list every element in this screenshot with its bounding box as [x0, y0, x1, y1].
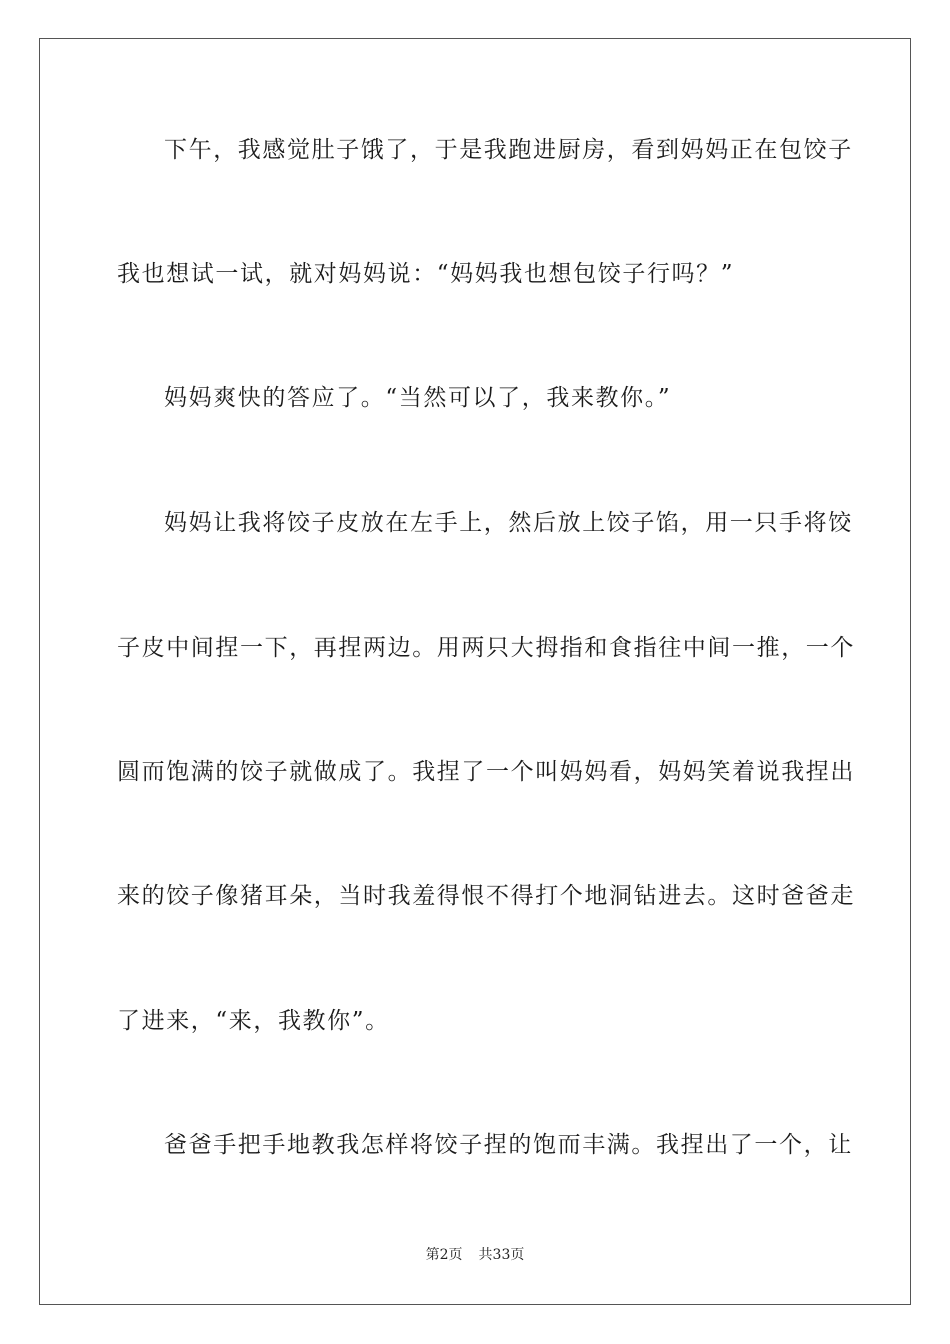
page-border — [39, 38, 911, 1305]
paragraph-3-line-3: 圆而饱满的饺子就做成了。我捏了一个叫妈妈看，妈妈笑着说我捏出 — [117, 759, 855, 785]
paragraph-3-line-4: 来的饺子像猪耳朵，当时我羞得恨不得打个地洞钻进去。这时爸爸走 — [117, 883, 855, 909]
paragraph-3-line-1: 妈妈让我将饺子皮放在左手上，然后放上饺子馅，用一只手将饺 — [164, 510, 853, 536]
total-pages: 共33页 — [478, 1247, 525, 1263]
paragraph-3-line-2: 子皮中间捏一下，再捏两边。用两只大拇指和食指往中间一推，一个 — [117, 635, 855, 661]
paragraph-1-line-1: 下午，我感觉肚子饿了，于是我跑进厨房，看到妈妈正在包饺子 — [164, 137, 853, 163]
paragraph-1-line-2: 我也想试一试，就对妈妈说：“妈妈我也想包饺子行吗？” — [117, 261, 735, 287]
paragraph-4-line-1: 爸爸手把手地教我怎样将饺子捏的饱而丰满。我捏出了一个，让 — [164, 1132, 853, 1158]
page-footer — [0, 1246, 950, 1264]
page-number: 第2页 — [425, 1247, 463, 1263]
paragraph-2-line-1: 妈妈爽快的答应了。“当然可以了，我来教你。” — [164, 385, 672, 411]
paragraph-3-line-5: 了进来，“来，我教你”。 — [117, 1008, 390, 1034]
